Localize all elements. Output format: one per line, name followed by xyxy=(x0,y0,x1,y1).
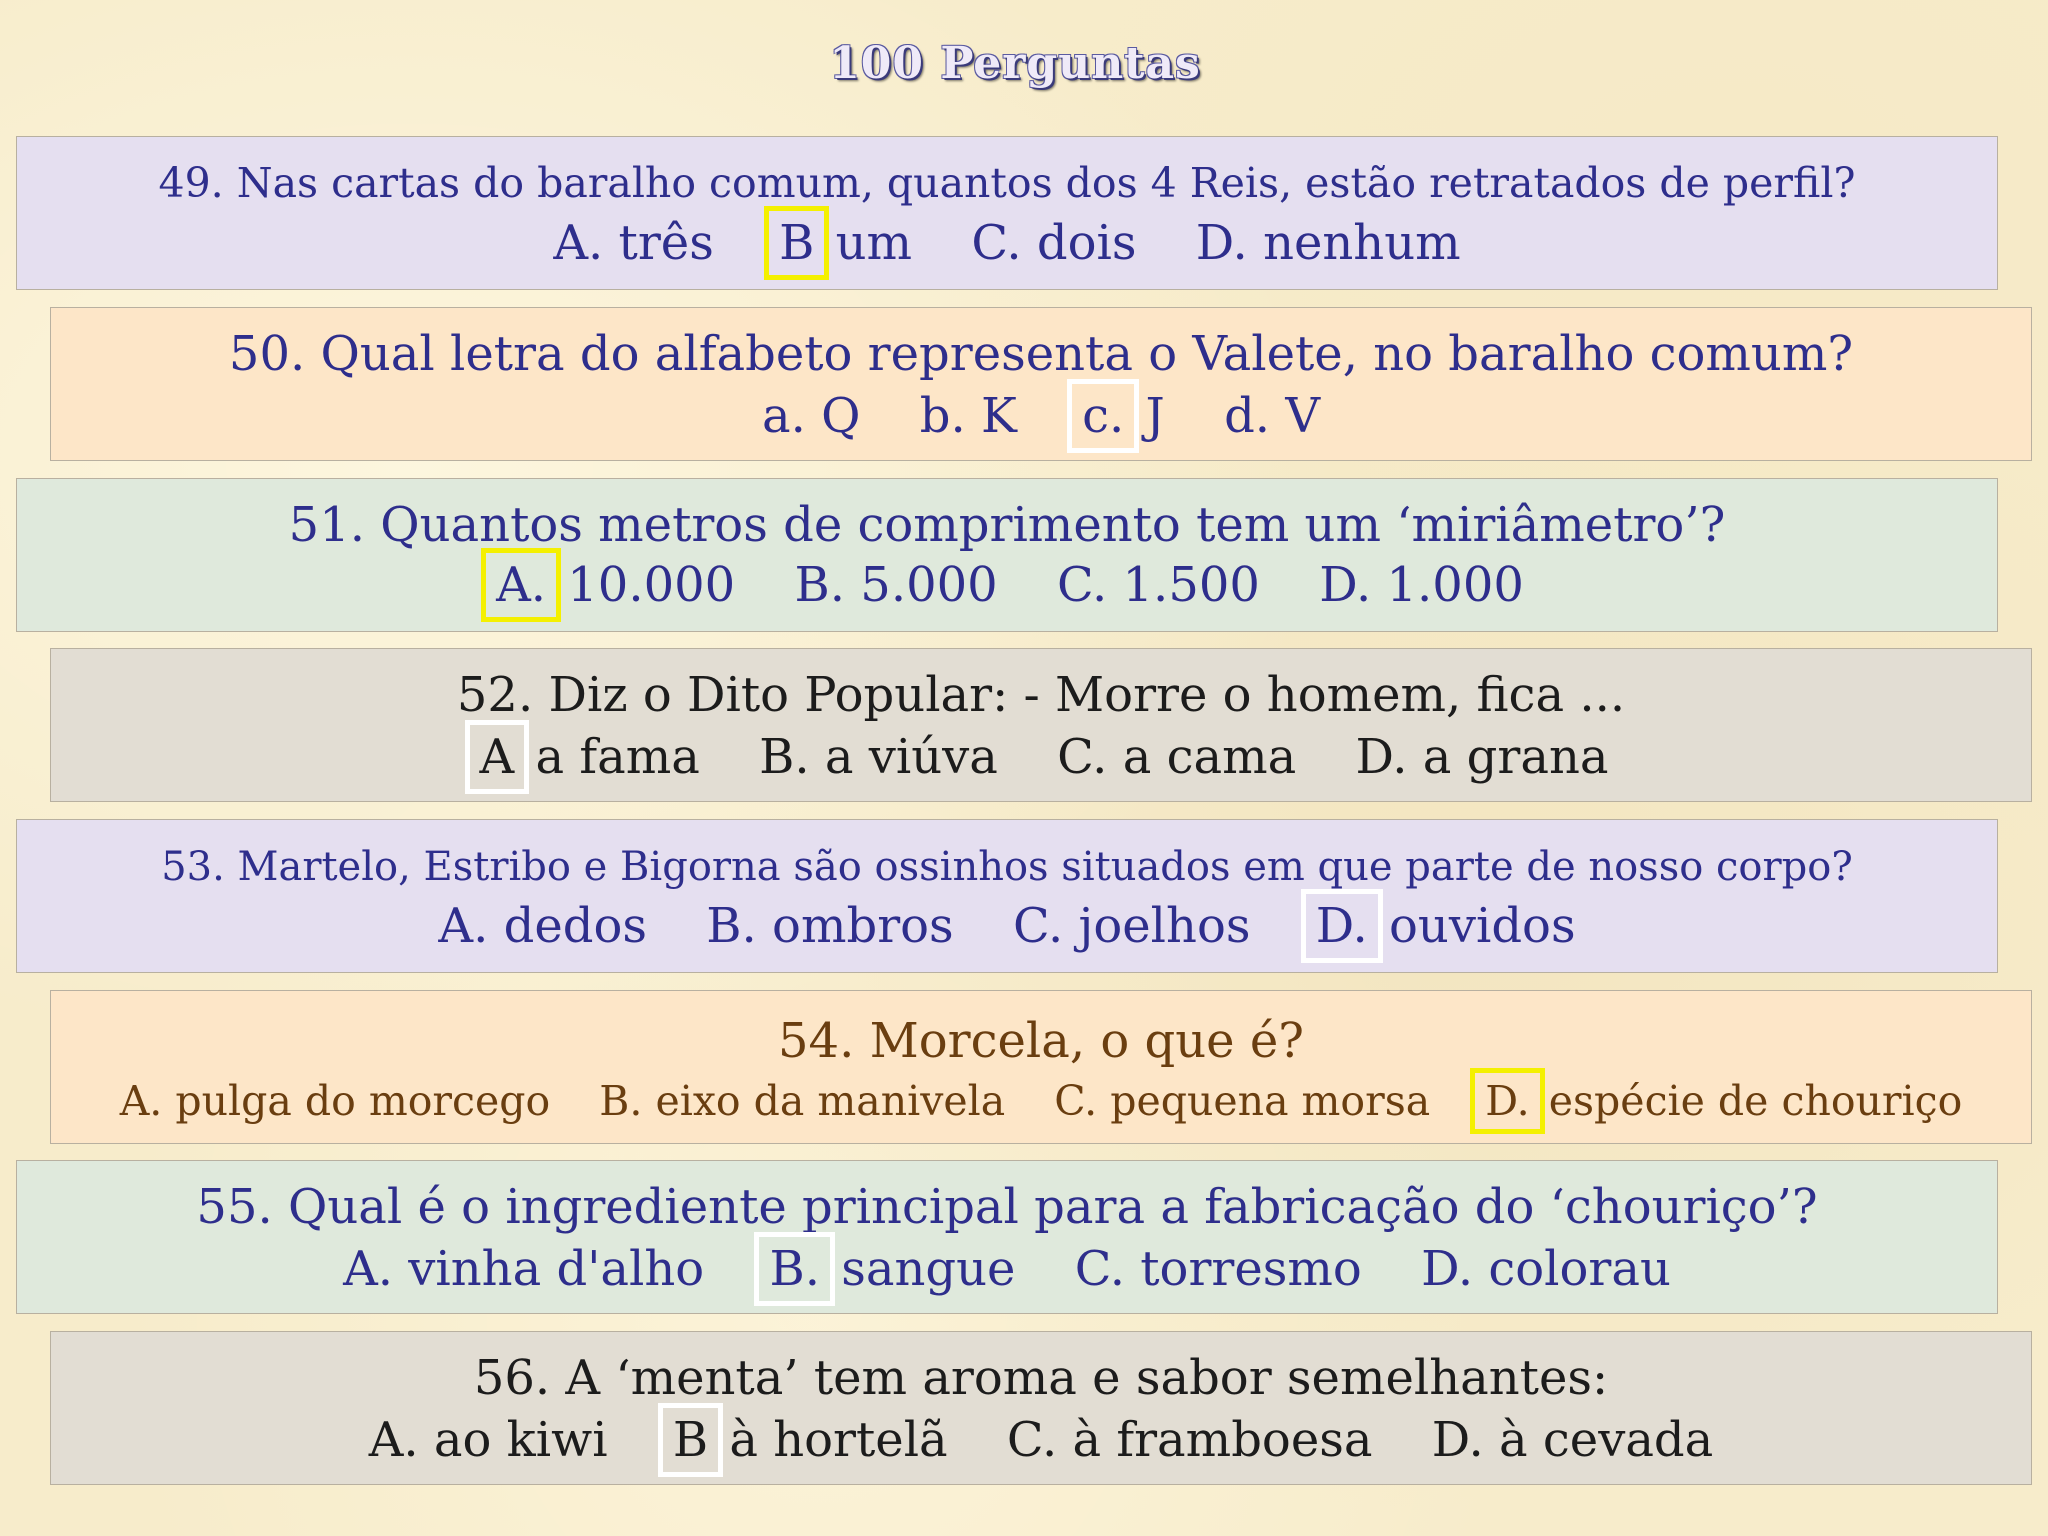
option-letter: C. xyxy=(1056,557,1108,613)
option-a[interactable] xyxy=(762,388,861,444)
option-text: nenhum xyxy=(1263,215,1461,271)
option-letter: A. xyxy=(438,898,489,954)
answer-highlight-box: A xyxy=(474,729,521,785)
option-letter: C. xyxy=(971,215,1022,271)
question-card-50 xyxy=(50,307,2032,461)
option-d[interactable] xyxy=(1319,557,1524,613)
option-text: ouvidos xyxy=(1389,898,1576,954)
options-row xyxy=(17,557,1997,613)
question-card-54 xyxy=(50,990,2032,1144)
option-c[interactable] xyxy=(1054,1077,1430,1125)
question-card-55 xyxy=(16,1160,1998,1314)
option-text: sangue xyxy=(841,1241,1016,1297)
option-text: 5.000 xyxy=(860,557,998,613)
question-card-53 xyxy=(16,819,1998,973)
option-text: pequena morsa xyxy=(1110,1077,1431,1125)
option-d[interactable] xyxy=(1355,729,1608,785)
option-text: pulga do morcego xyxy=(175,1077,551,1125)
option-b[interactable] xyxy=(763,1241,1015,1297)
answer-highlight-box: B xyxy=(773,215,820,271)
question-text: 50. Qual letra do alfabeto representa o Valete, no baralho comum? xyxy=(228,326,1854,382)
option-b[interactable] xyxy=(667,1412,948,1468)
option-b[interactable] xyxy=(759,729,998,785)
option-text: à cevada xyxy=(1499,1412,1714,1468)
option-letter: A. xyxy=(119,1077,163,1125)
option-a[interactable] xyxy=(553,215,713,271)
option-letter: d. xyxy=(1224,388,1271,444)
answer-highlight-box: A. xyxy=(490,557,552,613)
option-d[interactable] xyxy=(1224,388,1320,444)
option-text: a cama xyxy=(1122,729,1297,785)
option-letter: A. xyxy=(368,1412,419,1468)
question-card-51 xyxy=(16,478,1998,632)
option-letter: A. xyxy=(343,1241,394,1297)
question-text: 53. Martelo, Estribo e Bigorna são ossinhos situados em que parte de nosso corpo? xyxy=(161,844,1853,890)
option-a[interactable] xyxy=(490,557,735,613)
option-text: a fama xyxy=(535,729,700,785)
option-text: dedos xyxy=(503,898,647,954)
option-c[interactable] xyxy=(1076,388,1165,444)
option-letter: a. xyxy=(762,388,806,444)
option-b[interactable] xyxy=(706,898,953,954)
option-text: dois xyxy=(1036,215,1137,271)
option-letter: C. xyxy=(1057,729,1108,785)
answer-highlight-box: B xyxy=(667,1412,714,1468)
option-text: vinha d'alho xyxy=(408,1241,705,1297)
answer-highlight-box: B. xyxy=(763,1241,826,1297)
option-c[interactable] xyxy=(1057,557,1260,613)
option-letter: B. xyxy=(706,898,757,954)
option-text: um xyxy=(835,215,913,271)
option-letter: D. xyxy=(1431,1412,1484,1468)
option-text: Q xyxy=(821,388,861,444)
option-text: torresmo xyxy=(1140,1241,1362,1297)
option-text: três xyxy=(618,215,714,271)
option-text: colorau xyxy=(1488,1241,1671,1297)
option-text: K xyxy=(981,388,1017,444)
options-row xyxy=(51,729,2031,785)
question-text: 51. Quantos metros de comprimento tem um ‘miriâmetro’? xyxy=(288,497,1726,553)
option-text: joelhos xyxy=(1078,898,1251,954)
option-letter: B. xyxy=(759,729,810,785)
options-row xyxy=(51,388,2031,444)
option-c[interactable] xyxy=(1075,1241,1362,1297)
option-text: 1.000 xyxy=(1386,557,1524,613)
option-letter: B. xyxy=(794,557,846,613)
option-letter: C. xyxy=(1074,1241,1125,1297)
option-letter: b. xyxy=(919,388,966,444)
answer-highlight-box: D. xyxy=(1479,1077,1535,1125)
page-title: 100 Perguntas xyxy=(829,38,1201,89)
option-letter: C. xyxy=(1012,898,1064,954)
option-d[interactable] xyxy=(1196,215,1461,271)
option-letter: C. xyxy=(1054,1077,1098,1125)
question-card-56 xyxy=(50,1331,2032,1485)
option-b[interactable] xyxy=(794,557,997,613)
option-text: eixo da manivela xyxy=(655,1077,1006,1125)
option-letter: D. xyxy=(1421,1241,1474,1297)
question-text: 55. Qual é o ingrediente principal para a fabricação do ‘chouriço’? xyxy=(196,1179,1818,1235)
option-d[interactable] xyxy=(1421,1241,1671,1297)
option-a[interactable] xyxy=(474,729,700,785)
question-text: 56. A ‘menta’ tem aroma e sabor semelhantes: xyxy=(473,1350,1609,1406)
option-b[interactable] xyxy=(920,388,1017,444)
option-d[interactable] xyxy=(1310,898,1576,954)
option-text: 1.500 xyxy=(1122,557,1260,613)
option-text: ombros xyxy=(772,898,954,954)
options-row xyxy=(17,1241,1997,1297)
option-text: V xyxy=(1285,388,1320,444)
options-row xyxy=(51,1412,2031,1468)
option-text: 10.000 xyxy=(567,557,736,613)
option-c[interactable] xyxy=(1007,1412,1373,1468)
option-a[interactable] xyxy=(343,1241,704,1297)
option-letter: D. xyxy=(1319,557,1372,613)
question-card-49 xyxy=(16,136,1998,290)
option-text: a viúva xyxy=(824,729,998,785)
option-b[interactable] xyxy=(773,215,912,271)
options-row xyxy=(51,1077,2031,1125)
answer-highlight-box: D. xyxy=(1310,898,1374,954)
option-a[interactable] xyxy=(120,1077,550,1125)
option-text: espécie de chouriço xyxy=(1548,1077,1963,1125)
option-text: à hortelã xyxy=(729,1412,948,1468)
question-text: 49. Nas cartas do baralho comum, quantos dos 4 Reis, estão retratados de perfil? xyxy=(158,159,1856,207)
question-card-52 xyxy=(50,648,2032,802)
answer-highlight-box: c. xyxy=(1076,388,1130,444)
option-text: ao kiwi xyxy=(433,1412,608,1468)
option-text: a grana xyxy=(1422,729,1609,785)
option-letter: C. xyxy=(1006,1412,1058,1468)
options-row xyxy=(17,215,1997,271)
option-d[interactable] xyxy=(1432,1412,1714,1468)
option-a[interactable] xyxy=(438,898,647,954)
option-letter: D. xyxy=(1355,729,1408,785)
option-a[interactable] xyxy=(369,1412,608,1468)
question-text: 54. Morcela, o que é? xyxy=(778,1013,1304,1069)
option-letter: B. xyxy=(599,1077,643,1125)
option-c[interactable] xyxy=(1013,898,1251,954)
option-d[interactable] xyxy=(1479,1077,1962,1125)
option-letter: A. xyxy=(553,215,604,271)
option-text: à framboesa xyxy=(1072,1412,1373,1468)
option-text: J xyxy=(1145,388,1165,444)
option-c[interactable] xyxy=(971,215,1136,271)
option-letter: D. xyxy=(1195,215,1248,271)
option-c[interactable] xyxy=(1057,729,1296,785)
option-b[interactable] xyxy=(599,1077,1005,1125)
question-text: 52. Diz o Dito Popular: - Morre o homem, fica ... xyxy=(456,667,1626,723)
options-row xyxy=(17,898,1997,954)
